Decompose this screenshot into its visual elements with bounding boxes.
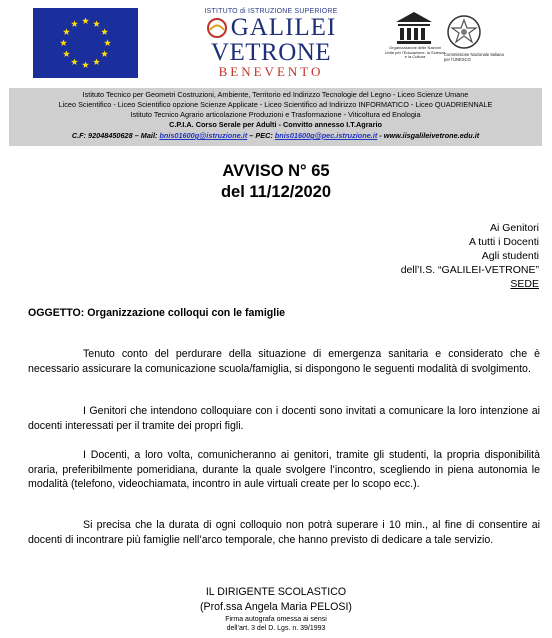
school-name-line1: GALILEI xyxy=(230,14,337,41)
recipient-teachers: A tutti i Docenti xyxy=(468,236,539,248)
cf-label: C.F: 92048450628 – Mail: xyxy=(71,131,158,140)
info-line-1: Istituto Tecnico per Geometri Costruzioni, Ambiente, Territorio ed Indirizzo Tecnologie del Legno - Liceo Scienze Umane xyxy=(82,90,469,99)
signature-note-1: Firma autografa omessa ai sensi xyxy=(225,616,327,623)
principal-name: (Prof.ssa Angela Maria PELOSI) xyxy=(200,601,352,613)
paragraph-4: Si precisa che la durata di ogni colloquio non potrà superare i 10 min., al fine di consentire ai docenti di incontrare più famiglie nell’arco temporale, che hanno previsto di dedicare a tale servizio. xyxy=(28,519,540,546)
school-info-band xyxy=(9,88,542,146)
paragraph-3: I Docenti, a loro volta, comunicheranno ai genitori, tramite gli studenti, la propria disponibilità oraria, preferibilmente pomeridiana, durante la quale svolgere l’incontro, scegliendo in piena autonomia le modalità (telefono, videochiamata, incontro in aule virtuali create per lo scopo ecc.). xyxy=(28,449,540,491)
notice-number: AVVISO N° 65 xyxy=(222,162,330,180)
info-line-4: C.P.I.A. Corso Serale per Adulti - Convitto annesso I.T.Agrario xyxy=(169,120,382,129)
info-line-3: Istituto Tecnico Agrario articolazione Produzioni e Trasformazione - Viticoltura ed Enologia xyxy=(130,110,421,119)
pec-label: – PEC: xyxy=(249,131,273,140)
school-emblem-icon xyxy=(206,17,228,39)
mail-link[interactable]: bnis01600g@istruzione.it xyxy=(159,131,248,140)
subject-line: OGGETTO: Organizzazione colloqui con le famiglie xyxy=(28,307,286,319)
contact-line xyxy=(9,131,542,140)
eu-flag-icon xyxy=(33,8,138,78)
unesco-logo-icon xyxy=(392,10,436,74)
pec-link[interactable]: bnis01600g@pec.istruzione.it xyxy=(274,131,378,140)
website-link[interactable]: - www.iisgalileivetrone.edu.it xyxy=(379,131,480,140)
commission-caption: Commissione Nazionale Italiana per l'UNESCO xyxy=(444,52,504,62)
recipient-seat: SEDE xyxy=(510,278,539,290)
paragraph-1: Tenuto conto del perdurare della situazione di emergenza sanitaria e considerato che è necessario assicurare la comunicazione scuola/famiglia, si dispongono le seguenti modalità di svolgimento. xyxy=(28,348,540,375)
school-logo xyxy=(178,6,364,82)
principal-title: IL DIRIGENTE SCOLASTICO xyxy=(205,586,347,598)
signature-note-2: dell’art. 3 del D. Lgs. n. 39/1993 xyxy=(226,625,326,632)
recipient-students: Agli studenti xyxy=(481,250,539,262)
info-line-2: Liceo Scientifico - Liceo Scientifico opzione Scienze Applicate - Liceo Scientifico ad Indirizzo INFORMATICO - Liceo QUADRIENNALE xyxy=(58,100,493,109)
recipient-school: dell’I.S. “GALILEI-VETRONE” xyxy=(400,264,539,276)
recipient-parents: Ai Genitori xyxy=(489,222,539,234)
school-city: BENEVENTO xyxy=(218,64,324,79)
school-name-line2: VETRONE xyxy=(210,39,332,66)
unesco-caption: Organizzazione delle Nazioni Unite per l'Educazione, la Scienza e la Cultura xyxy=(384,45,446,60)
paragraph-2: I Genitori che intendono colloquiare con i docenti sono invitati a comunicare la loro intenzione ai docenti interessati per il tramite dei propri figli. xyxy=(28,405,540,432)
school-logo-top-text: ISTITUTO di ISTRUZIONE SUPERIORE xyxy=(204,8,338,15)
notice-date: del 11/12/2020 xyxy=(220,183,332,201)
italian-emblem-icon xyxy=(446,14,482,50)
